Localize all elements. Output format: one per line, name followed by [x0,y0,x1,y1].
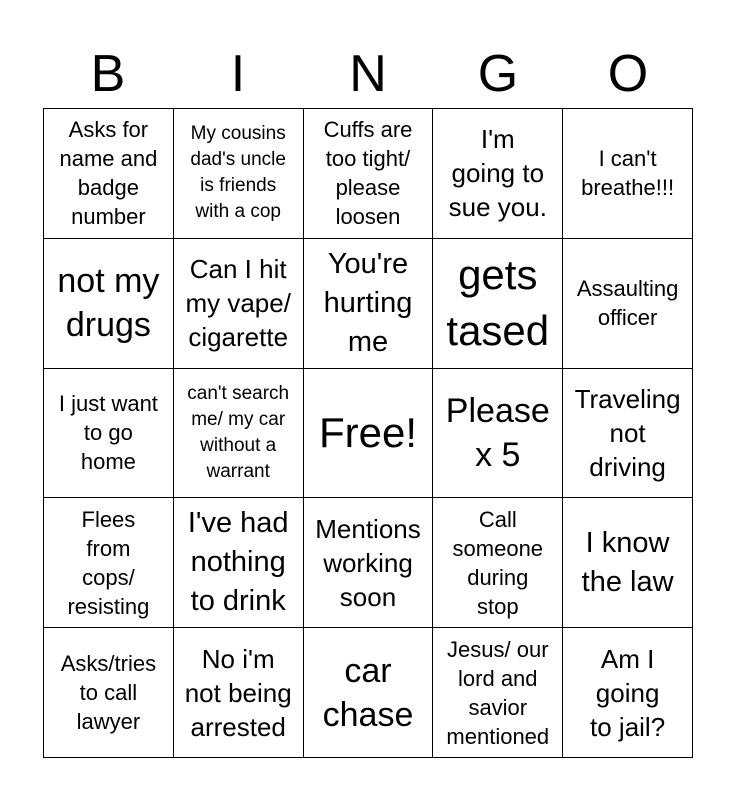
cell-text: You're hurting me [323,247,413,358]
cell-text: gets tased [446,251,550,355]
cell-text: Traveling not driving [574,383,681,482]
cell-text: Mentions working soon [315,513,421,612]
cell-text: Am I going to jail? [590,643,666,742]
cell-text: not my drugs [57,262,160,345]
bingo-cell[interactable] [174,239,304,369]
bingo-cell[interactable] [174,369,304,499]
cell-text: I just want to go home [58,391,158,475]
bingo-card-grid [43,108,693,758]
bingo-cell[interactable] [44,109,174,239]
bingo-cell[interactable] [563,498,693,628]
bingo-cell[interactable] [44,498,174,628]
bingo-header [43,40,693,108]
cell-text: I'm going to sue you. [448,124,547,223]
cell-text: Flees from cops/ resisting [67,506,150,619]
bingo-cell[interactable] [563,369,693,499]
bingo-cell[interactable] [433,498,563,628]
cell-text: Asks/tries to call lawyer [60,651,157,735]
bingo-cell[interactable] [44,369,174,499]
bingo-cell[interactable] [563,109,693,239]
header-letter-i: I [230,45,246,103]
cell-text: Please x 5 [445,391,550,474]
header-letter-b: B [90,45,126,103]
header-letter-o: O [607,45,649,103]
bingo-cell[interactable] [433,369,563,499]
cell-text: car chase [322,651,414,734]
cell-text: Can I hit my vape/ cigarette [185,254,291,353]
bingo-cell[interactable] [433,109,563,239]
bingo-cell[interactable] [44,239,174,369]
cell-text: I've had nothing to drink [187,507,289,618]
free-space-text: Free! [318,408,417,456]
bingo-cell[interactable] [563,628,693,758]
cell-text: No i'm not being arrested [184,643,292,742]
cell-text: Assaulting officer [576,276,679,331]
cell-text: can't search me/ my car without a warrant [187,382,290,482]
cell-text: Cuffs are too tight/ please loosen [323,117,413,230]
bingo-cell[interactable] [174,628,304,758]
cell-text: I can't breathe!!! [581,146,675,201]
bingo-cell[interactable] [304,498,434,628]
bingo-cell[interactable] [304,109,434,239]
cell-text: My cousins dad's uncle is friends with a cop [190,123,286,223]
bingo-cell[interactable] [563,239,693,369]
cell-text: Jesus/ our lord and savior mentioned [446,636,550,749]
bingo-cell[interactable] [433,239,563,369]
cell-text: Call someone during stop [452,506,544,619]
bingo-cell[interactable] [304,628,434,758]
bingo-cell[interactable] [174,109,304,239]
bingo-cell[interactable] [174,498,304,628]
bingo-cell[interactable] [304,239,434,369]
bingo-cell[interactable] [44,628,174,758]
cell-text: Asks for name and badge number [59,117,158,230]
cell-text: I know the law [581,526,674,598]
header-letter-g: G [477,45,519,103]
header-letter-n: N [349,45,387,103]
free-space-cell[interactable] [304,369,434,499]
bingo-cell[interactable] [433,628,563,758]
